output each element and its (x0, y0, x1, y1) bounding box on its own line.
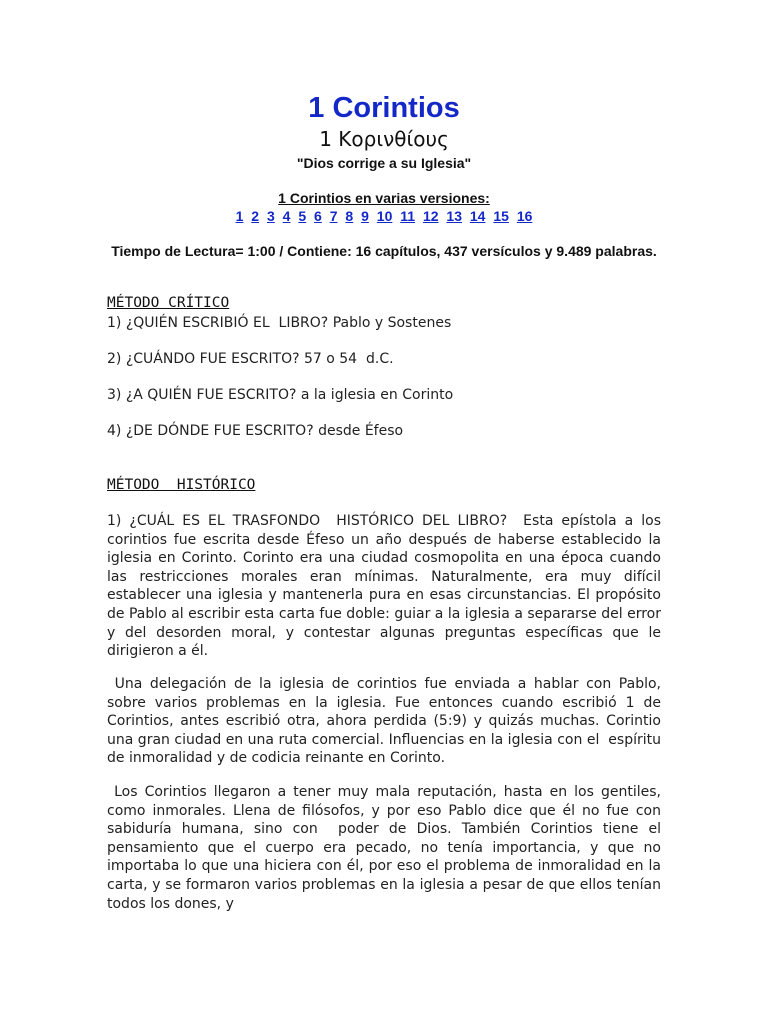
chapter-link-8[interactable]: 8 (345, 208, 354, 224)
critico-item-4: 4) ¿DE DÓNDE FUE ESCRITO? desde Éfeso (107, 423, 404, 439)
reading-info: Tiempo de Lectura= 1:00 / Contiene: 16 capítulos, 437 versículos y 9.489 palabras. (111, 243, 657, 259)
critico-item-2: 2) ¿CUÁNDO FUE ESCRITO? 57 o 54 d.C. (107, 351, 394, 367)
versions-label: 1 Corintios en varias versiones: (278, 190, 490, 206)
chapter-link-7[interactable]: 7 (329, 208, 338, 224)
chapter-links (0, 207, 768, 225)
book-motto: "Dios corrige a su Iglesia" (296, 155, 472, 171)
chapter-link-12[interactable]: 12 (422, 208, 439, 224)
historico-paragraph-3: Los Corintios llegaron a tener muy mala reputación, hasta en los gentiles, como inmorales. Llena de filósofos, y por eso Pablo dice que él no fue con sabiduría humana, sino con poder de Dios. También Corintios tiene el pensamiento que el cuerpo era pecado, no tenía importancia, y que no importaba lo que una hiciera con él, por eso el problema de inmoralidad en la carta, y se formaron varios problemas en la iglesia a pesar de que ellos tenían todos los dones, y (107, 784, 666, 912)
historico-paragraph-2: Una delegación de la iglesia de corintios fue enviada a hablar con Pablo, sobre varios problemas en la iglesia. Fue entonces cuando escribió 1 de Corintios, antes escribió otra, ahora perdida (5:9) y quizás muchas. Corintio una gran ciudad en una ruta comercial. Influencias en la iglesia con el espíritu de inmoralidad y de codicia reinante en Corinto. (107, 676, 666, 767)
historico-paragraph-1: 1) ¿CUÁL ES EL TRASFONDO HISTÓRICO DEL LIBRO? Esta epístola a los corintios fue escrita desde Éfeso un año después de haberse establecido la iglesia en Corinto. Corinto era una ciudad cosmopolita en una época cuando las restricciones morales eran mínimas. Naturalmente, era muy difícil establecer una iglesia y mantenerla pura en esas circunstancias. El propósito de Pablo al escribir esta carta fue doble: guiar a la iglesia a separarse del error y del desorden moral, y contestar algunas preguntas específicas que le dirigieron a él. (107, 513, 666, 660)
chapter-link-14[interactable]: 14 (469, 208, 486, 224)
metodo-critico-heading: MÉTODO CRÍTICO (107, 295, 230, 311)
critico-item-3: 3) ¿A QUIÉN FUE ESCRITO? a la iglesia en Corinto (107, 387, 454, 403)
metodo-historico-heading: MÉTODO HISTÓRICO (107, 477, 256, 493)
chapter-link-13[interactable]: 13 (446, 208, 462, 224)
chapter-link-2[interactable]: 2 (251, 208, 260, 224)
chapter-link-16[interactable]: 16 (516, 208, 533, 224)
chapter-link-5[interactable]: 5 (298, 208, 307, 224)
greek-title: 1 Κορινθίους (319, 127, 449, 151)
critico-item-1: 1) ¿QUIÉN ESCRIBIÓ EL LIBRO? Pablo y Sostenes (107, 315, 452, 331)
chapter-link-3[interactable]: 3 (266, 208, 275, 224)
chapter-link-1[interactable]: 1 (235, 208, 244, 224)
chapter-link-11[interactable]: 11 (400, 208, 416, 224)
chapter-link-10[interactable]: 10 (376, 208, 393, 224)
chapter-link-4[interactable]: 4 (282, 208, 291, 224)
chapter-link-9[interactable]: 9 (361, 208, 369, 224)
page-title: 1 Corintios (308, 92, 460, 124)
chapter-link-15[interactable]: 15 (493, 208, 509, 224)
chapter-link-6[interactable]: 6 (314, 208, 322, 224)
